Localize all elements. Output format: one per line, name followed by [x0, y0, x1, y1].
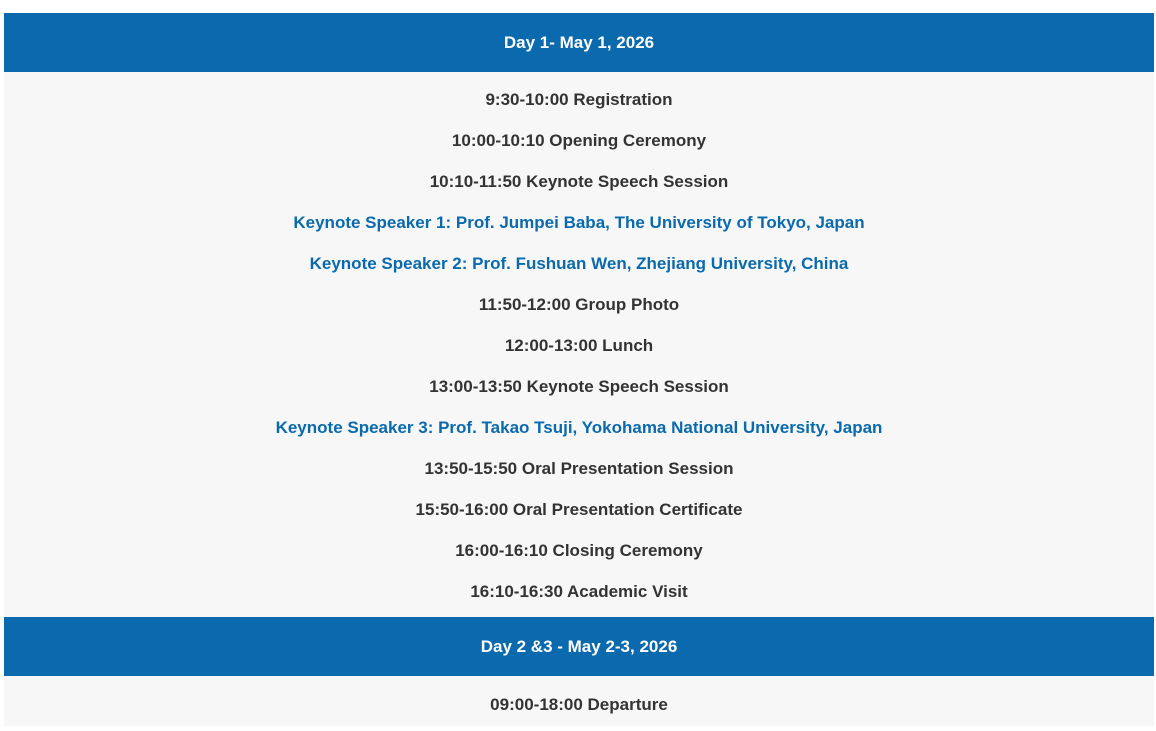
agenda-item-academic-visit: 16:10-16:30 Academic Visit [470, 582, 688, 601]
agenda-item-opening-ceremony: 10:00-10:10 Opening Ceremony [451, 131, 707, 150]
day-1-title: Day 1- May 1, 2026 [503, 33, 655, 52]
day-1-header [4, 13, 1154, 72]
day-2-title: Day 2 &3 - May 2-3, 2026 [480, 637, 678, 656]
conference-schedule [4, 13, 1154, 726]
agenda-item-departure: 09:00-18:00 Departure [490, 695, 668, 714]
agenda-item-oral-presentation: 13:50-15:50 Oral Presentation Session [424, 459, 734, 478]
keynote-speaker-3: Keynote Speaker 3: Prof. Takao Tsuji, Yokohama National University, Japan [275, 418, 883, 437]
agenda-item-closing-ceremony: 16:00-16:10 Closing Ceremony [455, 541, 703, 560]
keynote-speaker-1: Keynote Speaker 1: Prof. Jumpei Baba, The University of Tokyo, Japan [293, 213, 865, 232]
agenda-item-keynote-session-1: 10:10-11:50 Keynote Speech Session [429, 172, 729, 191]
agenda-item-registration: 9:30-10:00 Registration [485, 90, 673, 109]
keynote-speaker-2: Keynote Speaker 2: Prof. Fushuan Wen, Zhejiang University, China [309, 254, 849, 273]
agenda-item-oral-certificate: 15:50-16:00 Oral Presentation Certificate [415, 500, 743, 519]
agenda-item-group-photo: 11:50-12:00 Group Photo [478, 295, 680, 314]
day-2-agenda [4, 676, 1154, 726]
day-2-header [4, 617, 1154, 676]
agenda-item-keynote-session-2: 13:00-13:50 Keynote Speech Session [429, 377, 729, 396]
agenda-item-lunch: 12:00-13:00 Lunch [504, 336, 654, 355]
day-1-agenda [4, 72, 1154, 617]
